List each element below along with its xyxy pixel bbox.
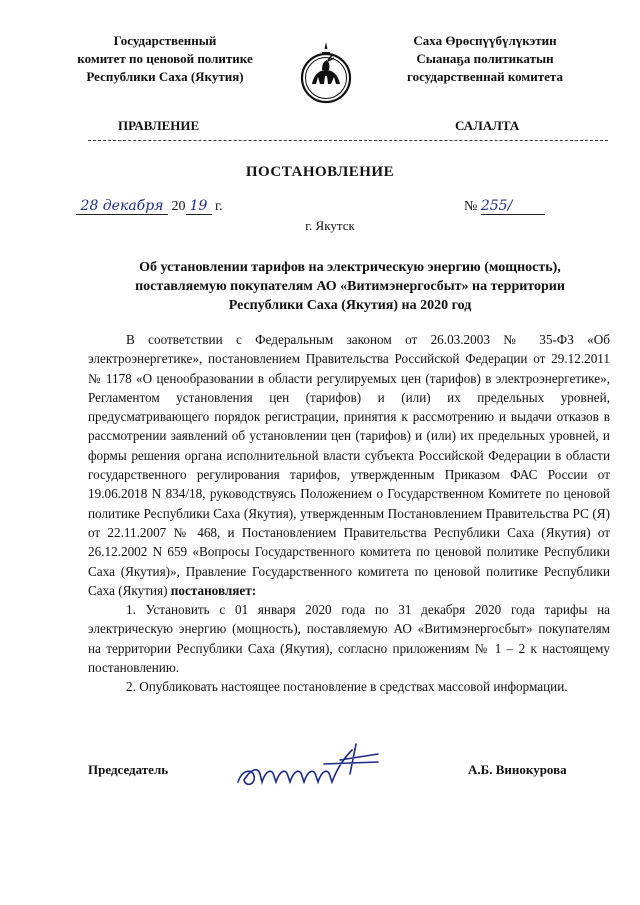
issuer-line: Республики Саха (Якутия) [86, 69, 244, 84]
coat-of-arms-emblem-icon [298, 40, 354, 106]
handwritten-signature-icon [228, 730, 388, 800]
issuer-line: Сыанаҕа политикатын [416, 51, 554, 66]
clause-1: 1. Установить с 01 января 2020 года по 31 декабря 2020 года тарифы на электрическую энергию (мощность), поставляемую АО «Витимэнергосбыт» покупателям на территории Республики Саха (Якутия), согласно приложениям № 1 – 2 к настоящему постановлению. [88, 602, 610, 676]
issuer-name-russian [70, 32, 260, 86]
document-body [88, 330, 610, 697]
document-subject [90, 258, 610, 315]
clause-2: 2. Опубликовать настоящее постановление в средствах массовой информации. [126, 679, 568, 695]
number-prefix: № [464, 199, 478, 214]
subject-line: Республики Саха (Якутия) на 2020 год [228, 298, 472, 313]
issuer-name-yakut [385, 32, 585, 86]
subject-line: поставляемую покупателям АО «Витимэнергосбыт» на территории [135, 279, 565, 294]
document-city: г. Якутск [305, 218, 355, 233]
signer-role: Председатель [88, 762, 169, 777]
header-divider [88, 140, 608, 141]
preamble-paragraph [88, 330, 610, 600]
issuer-line: Саха Өрөспүүбүлүкэтин [413, 33, 557, 48]
issuer-line: Государственный [113, 33, 217, 48]
number-value: 255/ [481, 198, 545, 215]
board-label-yakut: САЛАЛТА [455, 118, 520, 133]
resolves-keyword: постановляет: [170, 582, 257, 598]
document-number [464, 198, 545, 215]
preamble-text: В соответствии с Федеральным законом от 26.03.2003 № 35-ФЗ «Об электроэнергетике», постановлением Правительства Российской Федерации от 29.12.2011 № 1178 «О ценообразовании в области регулируемых цен (тарифов) в электроэнергетике», Регламентом установления цен (тарифов) и (или) их предельных уровней, предусматривающего порядок регистрации, принятия к рассмотрению и выдачи отказов в рассмотрении заявлений об установлении цен (тарифов) и (или) их предельных уровней, и формы решения органа исполнительной власти субъекта Российской Федерации в области государственного регулирования тарифов, утвержденным Приказом ФАС России от 19.06.2018 N 834/18, руководствуясь Положением о Государственном Комитете по ценовой политике Республики Саха (Якутия), утвержденным Постановлением Правительства РС (Я) от 22.11.2007 № 468, и Постановлением Правительства Республики Саха (Якутия) от 26.12.2002 N 659 «Вопросы Государственного комитета по ценовой политике Республики Саха (Якутия)», Правление Государственного комитета по ценовой политике Республики Саха (Якутия) [88, 332, 610, 598]
issuer-line: комитет по ценовой политике [77, 51, 253, 66]
date-year-prefix: 20 [171, 199, 186, 214]
subject-line: Об установлении тарифов на электрическую энергию (мощность), [139, 260, 561, 275]
signer-name: А.Б. Винокурова [468, 762, 567, 777]
date-day-month: 28 декабря [76, 198, 168, 215]
document-title: ПОСТАНОВЛЕНИЕ [245, 164, 395, 180]
document-date [76, 198, 223, 215]
issuer-line: государственнай комитета [407, 69, 563, 84]
date-year-unit: г. [215, 199, 223, 214]
date-year-suffix: 19 [186, 198, 212, 215]
board-label-russian: ПРАВЛЕНИЕ [118, 118, 200, 133]
